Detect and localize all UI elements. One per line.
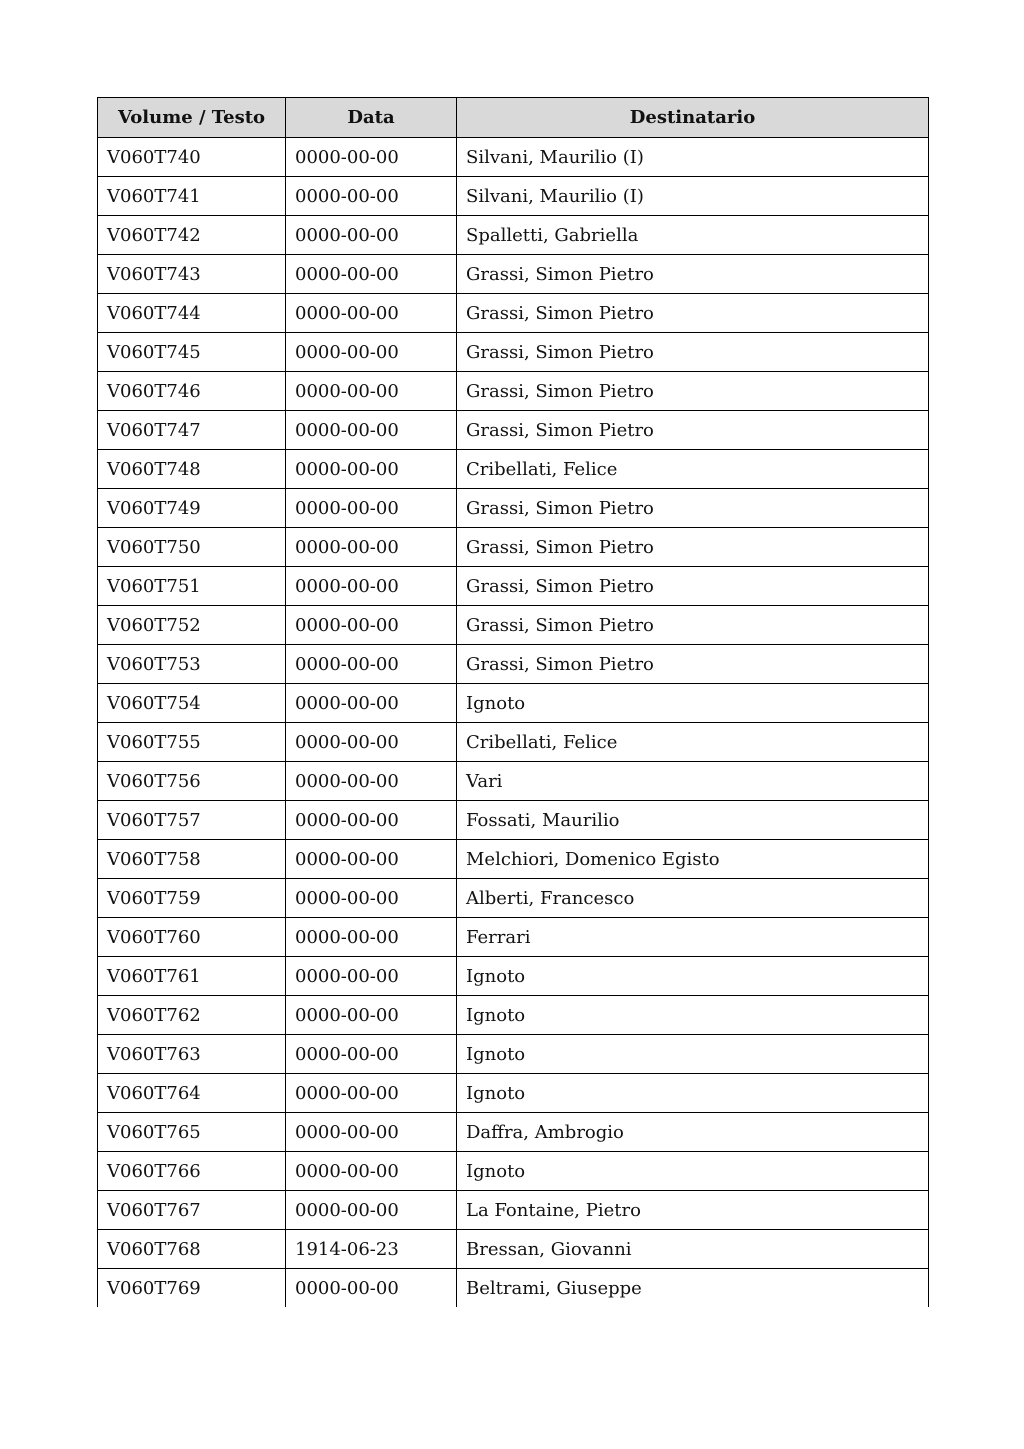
table-row [98, 684, 929, 723]
table-row [98, 957, 929, 996]
table-row [98, 294, 929, 333]
cell-data: 0000-00-00 [286, 1269, 457, 1308]
cell-volume-testo: V060T741 [98, 177, 286, 216]
cell-volume-testo: V060T757 [98, 801, 286, 840]
cell-data: 0000-00-00 [286, 450, 457, 489]
cell-data: 0000-00-00 [286, 762, 457, 801]
cell-data: 0000-00-00 [286, 996, 457, 1035]
cell-destinatario: Beltrami, Giuseppe [457, 1269, 929, 1308]
cell-volume-testo: V060T754 [98, 684, 286, 723]
letters-index-table [97, 97, 929, 1307]
table-row [98, 762, 929, 801]
table-row [98, 216, 929, 255]
cell-volume-testo: V060T753 [98, 645, 286, 684]
cell-data: 0000-00-00 [286, 528, 457, 567]
table-row [98, 723, 929, 762]
table-row [98, 1269, 929, 1308]
table-row [98, 489, 929, 528]
cell-data: 0000-00-00 [286, 645, 457, 684]
cell-volume-testo: V060T744 [98, 294, 286, 333]
cell-destinatario: Grassi, Simon Pietro [457, 294, 929, 333]
cell-data: 0000-00-00 [286, 294, 457, 333]
table-row [98, 1035, 929, 1074]
table-row [98, 567, 929, 606]
cell-volume-testo: V060T742 [98, 216, 286, 255]
table-row [98, 1074, 929, 1113]
cell-volume-testo: V060T756 [98, 762, 286, 801]
table-row [98, 450, 929, 489]
cell-destinatario: Grassi, Simon Pietro [457, 255, 929, 294]
cell-destinatario: Bressan, Giovanni [457, 1230, 929, 1269]
cell-destinatario: Grassi, Simon Pietro [457, 645, 929, 684]
cell-destinatario: Spalletti, Gabriella [457, 216, 929, 255]
table-row [98, 1191, 929, 1230]
cell-data: 0000-00-00 [286, 723, 457, 762]
cell-destinatario: Daffra, Ambrogio [457, 1113, 929, 1152]
cell-destinatario: Vari [457, 762, 929, 801]
table-row [98, 411, 929, 450]
cell-data: 0000-00-00 [286, 840, 457, 879]
cell-volume-testo: V060T743 [98, 255, 286, 294]
cell-volume-testo: V060T747 [98, 411, 286, 450]
cell-volume-testo: V060T758 [98, 840, 286, 879]
cell-destinatario: Cribellati, Felice [457, 450, 929, 489]
cell-data: 0000-00-00 [286, 606, 457, 645]
cell-destinatario: Ignoto [457, 957, 929, 996]
cell-volume-testo: V060T766 [98, 1152, 286, 1191]
table-row [98, 528, 929, 567]
cell-volume-testo: V060T765 [98, 1113, 286, 1152]
cell-destinatario: Grassi, Simon Pietro [457, 333, 929, 372]
cell-destinatario: Alberti, Francesco [457, 879, 929, 918]
cell-data: 1914-06-23 [286, 1230, 457, 1269]
cell-volume-testo: V060T755 [98, 723, 286, 762]
table-header [98, 98, 929, 138]
cell-destinatario: Grassi, Simon Pietro [457, 489, 929, 528]
cell-destinatario: Silvani, Maurilio (I) [457, 138, 929, 177]
table-row [98, 333, 929, 372]
column-header-volume-testo: Volume / Testo [98, 98, 286, 138]
table-row [98, 138, 929, 177]
cell-data: 0000-00-00 [286, 177, 457, 216]
cell-destinatario: Silvani, Maurilio (I) [457, 177, 929, 216]
cell-volume-testo: V060T761 [98, 957, 286, 996]
cell-destinatario: Ferrari [457, 918, 929, 957]
cell-volume-testo: V060T760 [98, 918, 286, 957]
cell-data: 0000-00-00 [286, 1191, 457, 1230]
cell-data: 0000-00-00 [286, 1035, 457, 1074]
cell-data: 0000-00-00 [286, 333, 457, 372]
cell-data: 0000-00-00 [286, 918, 457, 957]
cell-destinatario: Ignoto [457, 684, 929, 723]
cell-destinatario: Ignoto [457, 1035, 929, 1074]
cell-destinatario: Grassi, Simon Pietro [457, 411, 929, 450]
cell-data: 0000-00-00 [286, 1152, 457, 1191]
table-row [98, 177, 929, 216]
cell-volume-testo: V060T762 [98, 996, 286, 1035]
cell-volume-testo: V060T763 [98, 1035, 286, 1074]
cell-data: 0000-00-00 [286, 684, 457, 723]
cell-data: 0000-00-00 [286, 255, 457, 294]
cell-destinatario: Grassi, Simon Pietro [457, 372, 929, 411]
table-row [98, 996, 929, 1035]
cell-destinatario: Fossati, Maurilio [457, 801, 929, 840]
cell-destinatario: Grassi, Simon Pietro [457, 528, 929, 567]
cell-destinatario: Grassi, Simon Pietro [457, 606, 929, 645]
cell-data: 0000-00-00 [286, 1074, 457, 1113]
cell-volume-testo: V060T759 [98, 879, 286, 918]
table-row [98, 1230, 929, 1269]
cell-volume-testo: V060T768 [98, 1230, 286, 1269]
cell-data: 0000-00-00 [286, 138, 457, 177]
cell-volume-testo: V060T748 [98, 450, 286, 489]
table-row [98, 606, 929, 645]
column-header-data: Data [286, 98, 457, 138]
table-row [98, 1113, 929, 1152]
table-row [98, 372, 929, 411]
cell-data: 0000-00-00 [286, 411, 457, 450]
table-row [98, 840, 929, 879]
cell-data: 0000-00-00 [286, 957, 457, 996]
table-row [98, 801, 929, 840]
cell-destinatario: Ignoto [457, 996, 929, 1035]
cell-volume-testo: V060T769 [98, 1269, 286, 1308]
cell-volume-testo: V060T745 [98, 333, 286, 372]
cell-destinatario: Ignoto [457, 1152, 929, 1191]
table-row [98, 645, 929, 684]
cell-volume-testo: V060T740 [98, 138, 286, 177]
cell-destinatario: Ignoto [457, 1074, 929, 1113]
cell-destinatario: Melchiori, Domenico Egisto [457, 840, 929, 879]
cell-destinatario: La Fontaine, Pietro [457, 1191, 929, 1230]
table-row [98, 918, 929, 957]
cell-destinatario: Grassi, Simon Pietro [457, 567, 929, 606]
column-header-destinatario: Destinatario [457, 98, 929, 138]
table-row [98, 255, 929, 294]
cell-volume-testo: V060T764 [98, 1074, 286, 1113]
header-row [98, 98, 929, 138]
cell-volume-testo: V060T746 [98, 372, 286, 411]
cell-volume-testo: V060T750 [98, 528, 286, 567]
table-body [98, 138, 929, 1308]
cell-volume-testo: V060T749 [98, 489, 286, 528]
cell-volume-testo: V060T767 [98, 1191, 286, 1230]
cell-data: 0000-00-00 [286, 216, 457, 255]
cell-volume-testo: V060T752 [98, 606, 286, 645]
table-row [98, 1152, 929, 1191]
cell-data: 0000-00-00 [286, 879, 457, 918]
cell-data: 0000-00-00 [286, 801, 457, 840]
table-row [98, 879, 929, 918]
cell-destinatario: Cribellati, Felice [457, 723, 929, 762]
cell-data: 0000-00-00 [286, 372, 457, 411]
cell-data: 0000-00-00 [286, 489, 457, 528]
cell-data: 0000-00-00 [286, 567, 457, 606]
cell-data: 0000-00-00 [286, 1113, 457, 1152]
cell-volume-testo: V060T751 [98, 567, 286, 606]
